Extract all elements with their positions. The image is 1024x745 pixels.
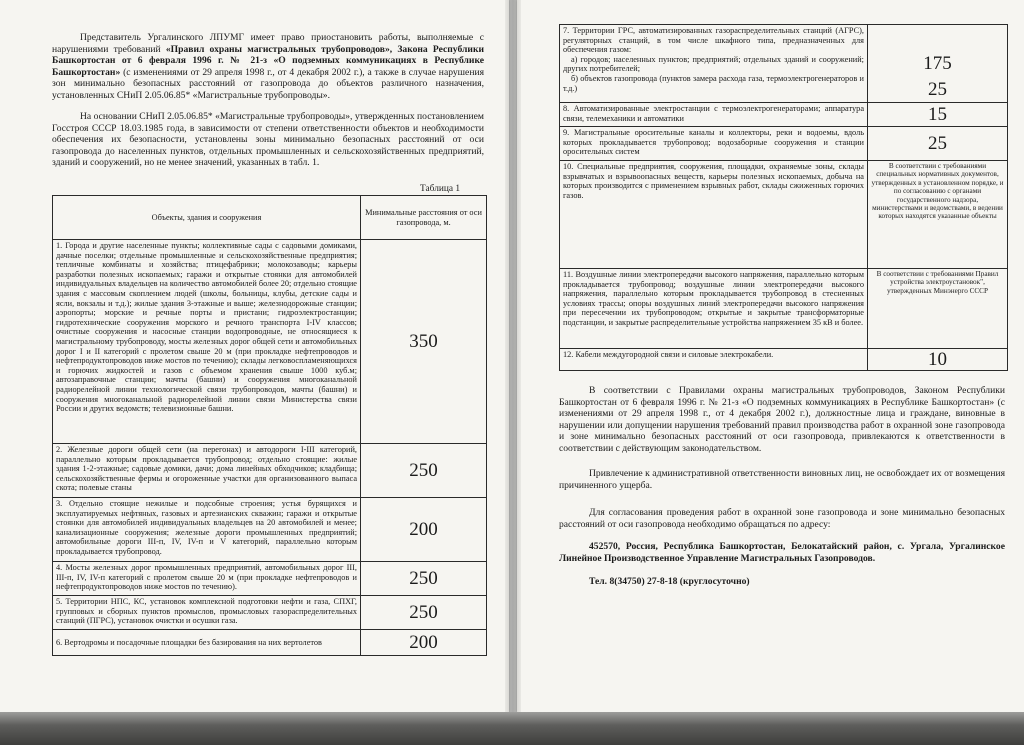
right-page	[517, 0, 1024, 712]
distances-table-right	[559, 24, 1008, 371]
intro-law-reference: «Правил охраны магистральных трубопроводов», Закона Республики Башкортостан от 6 февраля 1996 г. № 21-з «О подземных коммуникациях в Республике Башкортостан»	[52, 43, 485, 78]
table-row	[560, 127, 1008, 161]
intro-text-start: Представитель Ургалинского ЛПУМГ имеет право приостановить работы, выполняемые с нарушениями требований	[52, 32, 484, 55]
row-7-value-b: 25	[928, 79, 947, 100]
row-value: 200	[361, 630, 487, 656]
row-note: В соответствии с требованиями специальных нормативных документов, утвержденных в установленном порядке, и по согласованию с органами государственного надзора, министерствами и ведомствами, в ведении которых находятся указанные объекты	[868, 161, 1008, 269]
header-objects: Объекты, здания и сооружения	[53, 196, 361, 240]
table-row	[560, 25, 1008, 103]
header-distance: Минимальные расстояния от оси газопровода, м.	[361, 196, 487, 240]
table-row	[560, 161, 1008, 269]
scanner-edge	[0, 712, 1024, 745]
left-page	[0, 0, 509, 712]
row-text: 4. Мосты железных дорог промышленных предприятий, автомобильных дорог III, III-п, IV, IV-п категорий с пролетом свыше 20 м (при прокладке нефтепроводов и нефтепродуктопроводов ниже мостов по течению).	[53, 562, 361, 596]
row-text: 8. Автоматизированные электростанции с термоэлектрогенераторами; аппаратура связи, телемеханики и автоматики	[560, 103, 868, 127]
row-value: 250	[361, 562, 487, 596]
row-7-sub-a: а) городов; населенных пунктов; предприятий; отдельных зданий и сооружений; других потребителей;	[563, 54, 864, 74]
liability-paragraph: В соответствии с Правилами охраны магистральных трубопроводов, Законом Республики Башкортостан от 6 февраля 1996 г. № 21-з «О подземных коммуникациях в Республике Башкортостан» (с изменениями от 29 апреля 1998 г., от 4 декабря 2002 г.), должностные лица и граждане, виновные в нарушении или допущении нарушения требований правил производства работ в охранной зоне газопровода и зоне минимально безопасных расстояний от оси газопровода, привлекаются к ответственности в соответствии с действующим законодательством.	[559, 385, 1005, 454]
row-7-value-a: 175	[923, 53, 952, 74]
intro-text-end: (с изменениями от 29 апреля 1998 г., от 4 декабря 2002 г.), а также в случае нарушения зон минимально безопасных расстояний от газопровода до объектов различного назначения, установленных СНиП 2.05.06.85* «Магистральные трубопроводы».	[52, 66, 484, 101]
intro-paragraph	[52, 32, 484, 102]
table-row	[560, 269, 1008, 349]
row-text: 2. Железные дороги общей сети (на перегонах) и автодороги I-III категорий, параллельно которым прокладывается трубопровод; отдельно стоящие: жилые здания 1-2-этажные; садовые домики, дачи; дома линейных обходчиков; кладбища; сельскохозяйственные фермы и огороженные участки для организованного выпаса скота; полевые станы	[53, 444, 361, 498]
row-text: 11. Воздушные линии электропередачи высокого напряжения, параллельно которым прокладывается трубопровод; воздушные линии электропередачи высокого напряжения, параллельно которым прокладывается трубопровод в стесненных условиях трассы; опоры воздушных линий электропередачи высокого напряжения при пересечении их трубопроводом; открытые и закрытые трансформаторные подстанции, и закрытые распределительные устройства напряжением 35 кВ и более.	[560, 269, 868, 349]
table-row	[53, 444, 487, 498]
table-row	[53, 498, 487, 562]
row-value: 200	[361, 498, 487, 562]
row-value: 10	[868, 349, 1008, 371]
row-value: 250	[361, 444, 487, 498]
distances-table-left	[52, 195, 487, 656]
row-text: 10. Специальные предприятия, сооружения, площадки, охраняемые зоны, склады взрывчатых и взрывоопасных веществ, карьеры полезных ископаемых, добыча на которых производится с применением взрывных работ, склады сжиженных горючих газов.	[560, 161, 868, 269]
table-row	[53, 630, 487, 656]
page-fold	[505, 0, 521, 712]
row-text: 6. Вертодромы и посадочные площадки без базирования на них вертолетов	[53, 630, 361, 656]
table-row	[53, 562, 487, 596]
table-row	[53, 596, 487, 630]
address-paragraph: 452570, Россия, Республика Башкортостан, Белокатайский район, с. Ургала, Ургалинское Линейное Производственное Управление Магистральных Газопроводов.	[559, 541, 1005, 564]
row-text	[560, 25, 868, 103]
row-note: В соответствии с требованиями Правил устройства электроустановок", утвержденных Минэнерго СССР	[868, 269, 1008, 349]
phone-paragraph: Тел. 8(34750) 27-8-18 (круглосуточно)	[589, 576, 750, 587]
table-caption: Таблица 1	[420, 184, 461, 194]
snip-paragraph: На основании СНиП 2.05.06.85* «Магистральные трубопроводы», утвержденных постановлением Госстроя СССР 18.03.1985 года, в зависимости от степени ответственности объектов и необходимости обеспечения их безопасности, установлены зоны минимально безопасных расстояний от оси газопровода до населенных пунктов, отдельных промышленных и сельскохозяйственных предприятий, зданий и сооружений, но не менее значений, указанных в табл. 1.	[52, 111, 484, 169]
row-text: 5. Территории НПС, КС, установок комплексной подготовки нефти и газа, СПХГ, групповых и сборных пунктов промыслов, промысловых газораспределительных станций (ПГРС), установок очистки и осушки газа.	[53, 596, 361, 630]
row-value	[868, 25, 1008, 103]
table-row	[560, 103, 1008, 127]
damages-paragraph: Привлечение к административной ответственности виновных лиц, не освобождает их от возмещения причиненного ущерба.	[559, 468, 1005, 491]
table-row	[560, 349, 1008, 371]
row-7-text: 7. Территории ГРС, автоматизированных газораспределительных станций (АГРС), регуляторных станций, в том числе шкафного типа, предназначенных для обеспечения газом:	[563, 26, 864, 55]
contact-intro-paragraph: Для согласования проведения работ в охранной зоне газопровода и зоне минимально безопасных расстояний от оси газопровода необходимо обращаться по адресу:	[559, 507, 1005, 530]
row-7-sub-b: б) объектов газопровода (пунктов замера расхода газа, термоэлектрогенераторов и т.д.)	[563, 73, 864, 93]
row-value: 25	[868, 127, 1008, 161]
table-row	[53, 240, 487, 444]
row-text: 9. Магистральные оросительные каналы и коллекторы, реки и водоемы, вдоль которых прокладывается трубопровод; водозаборные сооружения и станции оросительных систем	[560, 127, 868, 161]
row-text: 3. Отдельно стоящие нежилые и подсобные строения; устья бурящихся и эксплуатируемых нефтяных, газовых и артезианских скважин; гаражи и открытые стоянки для автомобилей индивидуальных владельцев на 20 автомобилей и менее; канализационные сооружения; железные дороги промышленных предприятий; автомобильные дороги III-п, IV, IV-п и V категорий, параллельно которым прокладывается трубопровод.	[53, 498, 361, 562]
row-text: 1. Города и другие населенные пункты; коллективные сады с садовыми домиками, дачные поселки; отдельные промышленные и сельскохозяйственные предприятия; тепличные комбинаты и хозяйства; птицефабрики; молокозаводы; карьеры разработки полезных ископаемых; гаражи и открытые стоянки для автомобилей индивидуальных владельцев на количество автомобилей более 20; отдельно стоящие здания с массовым скоплением людей (школы, больницы, клубы, детские сады и ясли, вокзалы и т.д.); жилые здания 3-этажные и выше; железнодорожные станции; аэропорты; морские и речные порты и пристани; гидроэлектростанции; гидротехнические сооружения морского и речного транспорта I-IV классов; очистные сооружения и насосные станции водопроводные, не относящиеся к магистральному трубопроводу, мосты железных дорог общей сети и автомобильных дорог I и II категорий с пролетом свыше 20 м (при прокладке нефтепроводов и нефтепродуктопроводов ниже мостов по течению); склады легковоспламеняющихся и горючих жидкостей и газов с объемом хранения свыше 1000 куб.м; автозаправочные станции; мачты (башни) и сооружения многоканальной радиорелейной линии технологической связи трубопроводов, мачты (башни) и сооружения многоканальной радиорелейной линии связи Министерства связи России и других ведомств; телевизионные башни.	[53, 240, 361, 444]
row-value: 15	[868, 103, 1008, 127]
row-text: 12. Кабели междугородной связи и силовые электрокабели.	[560, 349, 868, 371]
row-value: 350	[361, 240, 487, 444]
row-value: 250	[361, 596, 487, 630]
